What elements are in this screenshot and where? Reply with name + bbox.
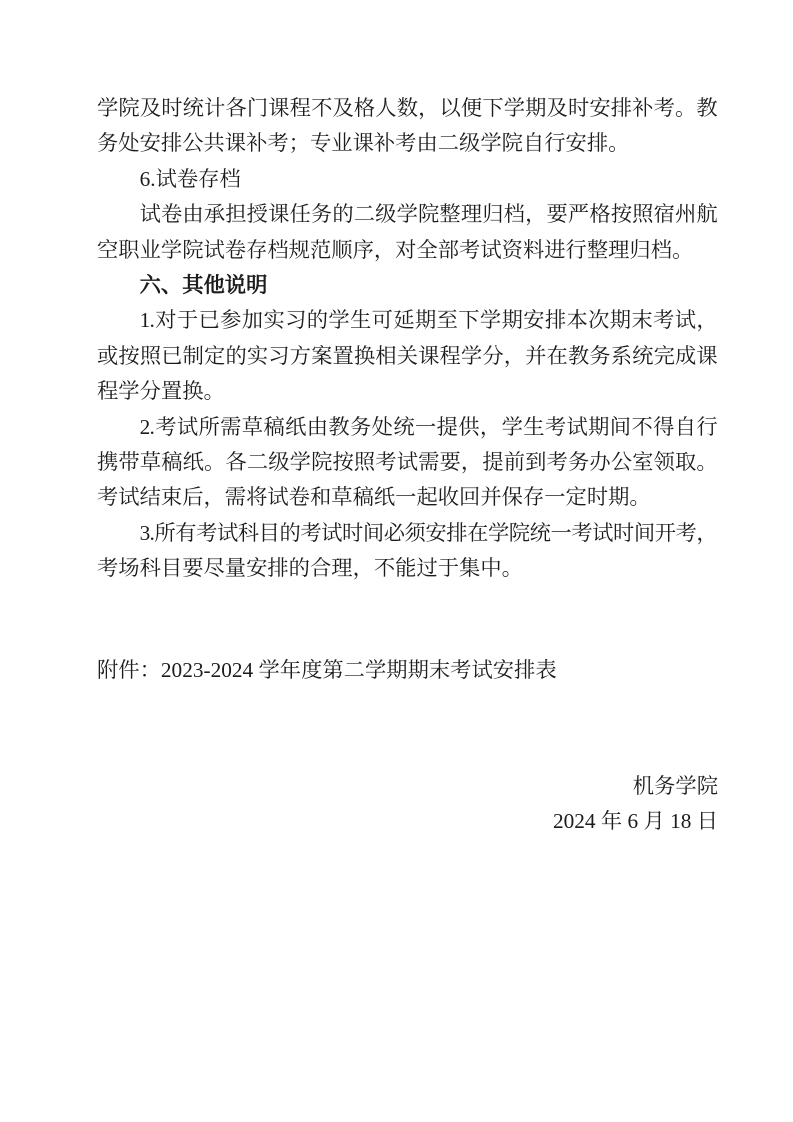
- document-body: [97, 91, 717, 586]
- text-line: 学院及时统计各门课程不及格人数，以便下学期及时安排补考。教: [97, 96, 717, 120]
- text-line: 考场科目要尽量安排的合理，不能过于集中。: [97, 556, 523, 581]
- text-line: 空职业学院试卷存档规范顺序，对全部考试资料进行整理归档。: [97, 237, 694, 262]
- text-line: 程学分置换。: [97, 379, 225, 404]
- text-line: 务处安排公共课补考；专业课补考由二级学院自行安排。: [97, 131, 630, 156]
- text-line: 或按照已制定的实习方案置换相关课程学分，并在教务系统完成课: [97, 343, 717, 368]
- subsection-heading-archive: 6.试卷存档: [139, 166, 241, 191]
- attachment-note: 附件：2023-2024 学年度第二学期期末考试安排表: [97, 658, 557, 682]
- text-line: 携带草稿纸。各二级学院按照考试需要，提前到考务办公室领取。: [97, 449, 717, 474]
- signature-block: [97, 769, 718, 840]
- text-line: 考试结束后，需将试卷和草稿纸一起收回并保存一定时期。: [97, 485, 651, 510]
- text-line: 1.对于已参加实习的学生可延期至下学期安排本次期末考试，: [139, 308, 717, 333]
- text-line: 3.所有考试科目的考试时间必须安排在学院统一考试时间开考，: [139, 520, 717, 545]
- signature-department: 机务学院: [632, 774, 718, 798]
- signature-date: 2024 年 6 月 18 日: [552, 809, 718, 834]
- text-line: 试卷由承担授课任务的二级学院整理归档，要严格按照宿州航: [139, 202, 717, 227]
- text-line: 2.考试所需草稿纸由教务处统一提供，学生考试期间不得自行: [139, 414, 717, 439]
- section-heading-other-notes: 六、其他说明: [139, 272, 268, 297]
